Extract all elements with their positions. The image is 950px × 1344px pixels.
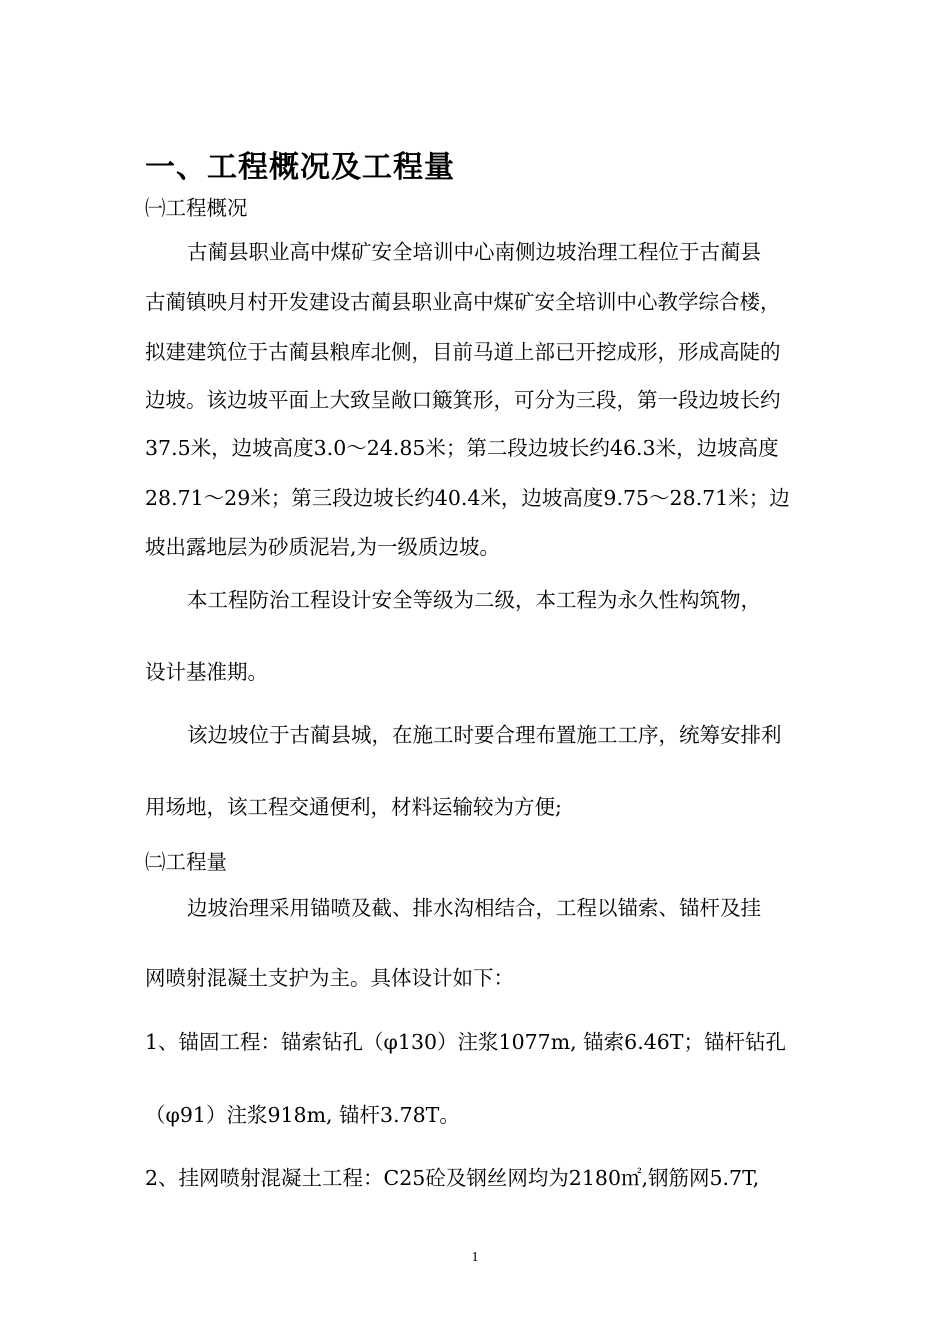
section-title-quantities: ㈡工程量	[145, 850, 227, 874]
paragraph-line: 本工程防治工程设计安全等级为二级，本工程为永久性构筑物，	[187, 588, 761, 612]
paragraph-line: 边坡治理采用锚喷及截、排水沟相结合，工程以锚索、锚杆及挂	[187, 896, 761, 920]
paragraph-line: 用场地，该工程交通便利，材料运输较为方便;	[145, 795, 562, 819]
paragraph-line: 设计基准期。	[145, 660, 268, 684]
paragraph-line: 边坡。该边坡平面上大致呈敞口簸箕形，可分为三段，第一段边坡长约	[145, 388, 781, 412]
page-heading: 一、工程概况及工程量	[145, 150, 455, 185]
paragraph-line: 37.5米，边坡高度3.0～24.85米；第二段边坡长约46.3米，边坡高度	[145, 436, 779, 460]
paragraph-line: 28.71～29米；第三段边坡长约40.4米，边坡高度9.75～28.71米；边	[145, 486, 790, 510]
paragraph-line: 古蔺镇映月村开发建设古蔺县职业高中煤矿安全培训中心教学综合楼，	[145, 290, 781, 314]
list-item: 2、挂网喷射混凝土工程：C25砼及钢丝网均为2180㎡,钢筋网5.7T,	[145, 1166, 760, 1190]
paragraph-line: 坡出露地层为砂质泥岩,为一级质边坡。	[145, 535, 501, 559]
paragraph-line: 古蔺县职业高中煤矿安全培训中心南侧边坡治理工程位于古蔺县	[187, 240, 761, 264]
paragraph-line: 拟建建筑位于古蔺县粮库北侧，目前马道上部已开挖成形，形成高陡的	[145, 340, 781, 364]
paragraph-line: 该边坡位于古蔺县城，在施工时要合理布置施工工序，统筹安排利	[187, 723, 782, 747]
section-title-overview: ㈠工程概况	[145, 196, 248, 220]
page-number: 1	[471, 1250, 479, 1265]
paragraph-line: 网喷射混凝土支护为主。具体设计如下：	[145, 966, 514, 990]
list-item: （φ91）注浆918m, 锚杆3.78T。	[145, 1103, 460, 1127]
list-item: 1、锚固工程：锚索钻孔（φ130）注浆1077m, 锚索6.46T；锚杆钻孔	[145, 1030, 786, 1054]
